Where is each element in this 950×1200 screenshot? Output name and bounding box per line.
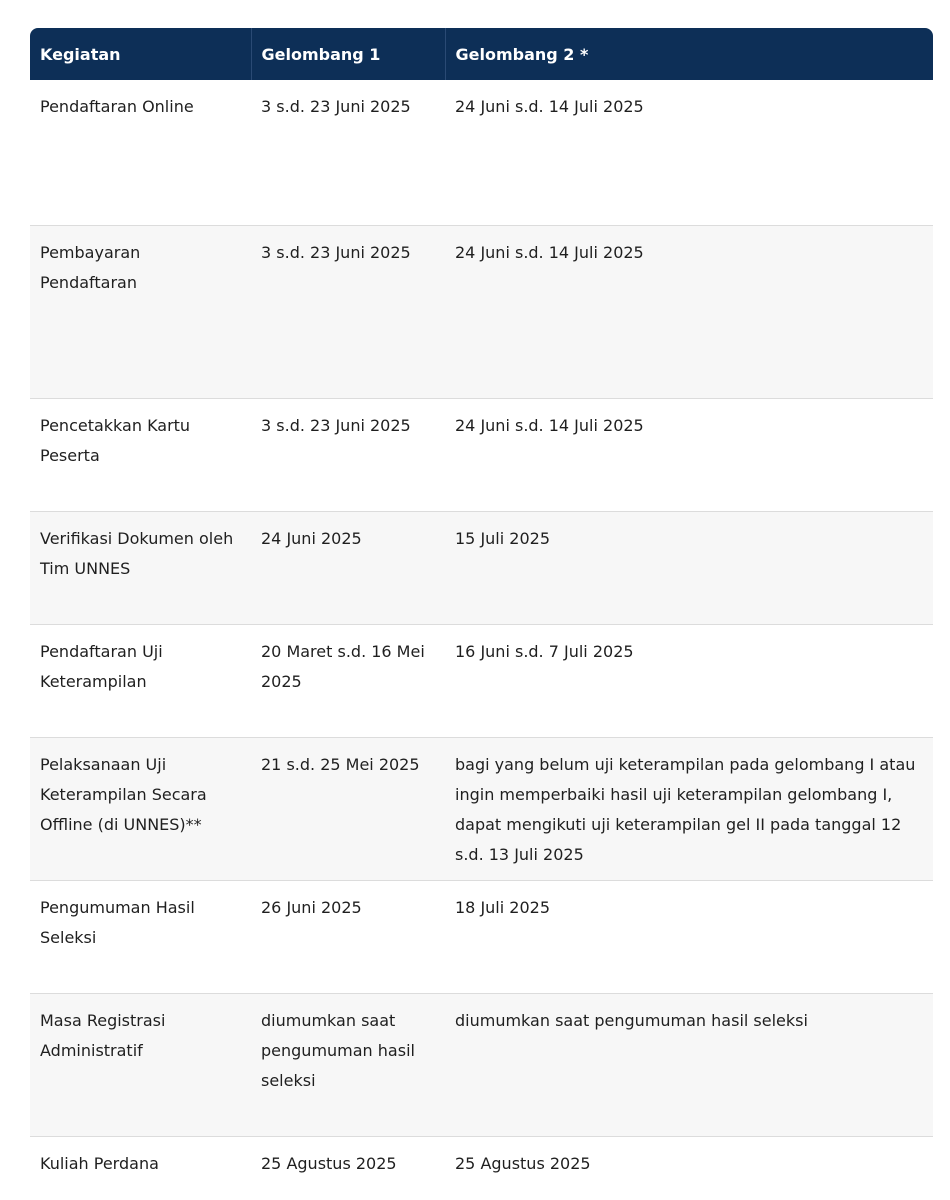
header-gelombang-1: Gelombang 1 [251,28,445,80]
table-header [30,28,933,80]
cell-kegiatan: Pendaftaran Online [30,80,251,225]
cell-gelombang-1: diumumkan saat pengumuman hasil seleksi [251,993,445,1136]
cell-gelombang-2: 15 Juli 2025 [445,511,933,624]
cell-kegiatan: Pembayaran Pendaftaran [30,225,251,398]
table-row [30,880,933,993]
cell-gelombang-1: 3 s.d. 23 Juni 2025 [251,80,445,225]
cell-gelombang-2: bagi yang belum uji keterampilan pada gelombang I atau ingin memperbaiki hasil uji keterampilan gelombang I, dapat mengikuti uji keterampilan gel II pada tanggal 12 s.d. 13 Juli 2025 [445,737,933,880]
table-row [30,398,933,511]
cell-gelombang-2: 24 Juni s.d. 14 Juli 2025 [445,225,933,398]
cell-gelombang-1: 20 Maret s.d. 16 Mei 2025 [251,624,445,737]
cell-kegiatan: Pendaftaran Uji Keterampilan [30,624,251,737]
cell-kegiatan: Masa Registrasi Administratif [30,993,251,1136]
cell-kegiatan: Pelaksanaan Uji Keterampilan Secara Offline (di UNNES)** [30,737,251,880]
table-body [30,80,933,1200]
table-row [30,225,933,398]
cell-gelombang-1: 25 Agustus 2025 [261,1153,397,1173]
table-row [30,993,933,1136]
cell-gelombang-2: 25 Agustus 2025 [455,1153,591,1173]
cell-gelombang-1: 3 s.d. 23 Juni 2025 [251,398,445,511]
schedule-table-container [30,28,933,1200]
schedule-table [30,28,933,1200]
cell-gelombang-1: 3 s.d. 23 Juni 2025 [251,225,445,398]
table-row [30,737,933,880]
cell-gelombang-2: 16 Juni s.d. 7 Juli 2025 [445,624,933,737]
cell-gelombang-2: 24 Juni s.d. 14 Juli 2025 [445,80,933,225]
cell-gelombang-2: diumumkan saat pengumuman hasil seleksi [445,993,933,1136]
table-row [30,511,933,624]
cell-kegiatan: Verifikasi Dokumen oleh Tim UNNES [30,511,251,624]
cell-gelombang-2: 24 Juni s.d. 14 Juli 2025 [445,398,933,511]
header-kegiatan: Kegiatan [30,28,251,80]
table-row [30,624,933,737]
table-row [30,1136,933,1200]
cell-kegiatan: Pengumuman Hasil Seleksi [30,880,251,993]
cell-gelombang-1: 26 Juni 2025 [251,880,445,993]
table-row [30,80,933,225]
header-row [30,28,933,80]
cell-kegiatan: Kuliah Perdana [40,1153,159,1173]
cell-gelombang-1: 21 s.d. 25 Mei 2025 [251,737,445,880]
cell-gelombang-1: 24 Juni 2025 [251,511,445,624]
header-gelombang-2: Gelombang 2 * [445,28,933,80]
cell-gelombang-2: 18 Juli 2025 [445,880,933,993]
cell-kegiatan: Pencetakkan Kartu Peserta [30,398,251,511]
